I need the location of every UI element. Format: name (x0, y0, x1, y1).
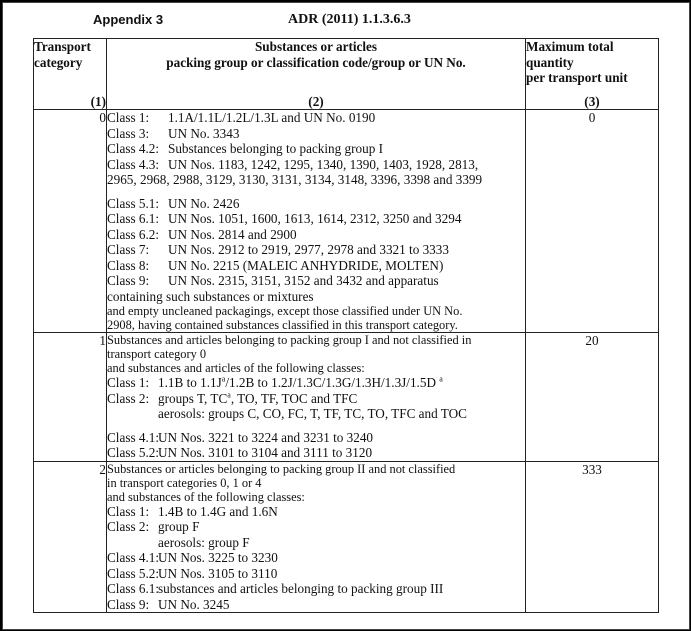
line-text: groups T, TC (158, 390, 228, 406)
col-number-3: (3) (526, 86, 659, 110)
substance-line (107, 375, 525, 391)
line-text: Substances or articles belonging to packing group II and not classified (107, 461, 456, 476)
substance-line (107, 406, 525, 422)
substance-line (107, 391, 525, 407)
substance-line (107, 273, 525, 289)
line-text: UN No. 3343 (168, 125, 240, 141)
line-text: Substances and articles belonging to packing group I and not classified in (107, 333, 472, 347)
substance-line (107, 535, 525, 551)
substances-cell (107, 110, 526, 333)
line-text: Substances belonging to packing group I (168, 141, 383, 156)
substance-line (107, 110, 525, 126)
substance-line (107, 519, 525, 535)
class-label: Class 2: (107, 519, 150, 534)
substance-line (107, 566, 525, 582)
class-label: Class 5.2: (107, 565, 160, 581)
line-text: UN Nos. 3225 to 3230 (158, 550, 278, 565)
substance-line (107, 445, 525, 461)
class-label: Class 9: (107, 596, 150, 612)
class-label: Class 7: (107, 242, 150, 257)
substance-line (107, 141, 525, 157)
class-label: Class 6.1: (107, 581, 160, 596)
transport-category-cell: 1 (34, 333, 107, 462)
table-body (34, 110, 659, 613)
line-text: 1.1B to 1.1J (158, 375, 222, 390)
substance-line (107, 333, 525, 347)
header-row (34, 39, 659, 86)
substance-line (107, 318, 525, 332)
col-number-2: (2) (107, 86, 526, 110)
line-text: aerosols: group F (158, 534, 250, 550)
line-text: UN No. 2426 (168, 195, 240, 211)
footnote-marker: a (221, 374, 226, 384)
line-text: containing such substances or mixtures (107, 288, 314, 304)
line-text: UN Nos. 3101 to 3104 and 3111 to 3120 (158, 445, 373, 460)
line-text: and substances of the following classes: (107, 489, 305, 504)
class-label: Class 6.1: (107, 211, 160, 226)
class-label: Class 1: (107, 110, 150, 125)
line-text: group F (158, 519, 200, 534)
col-header-max-quantity (526, 39, 659, 86)
header-line: quantity (526, 54, 574, 70)
line-text: aerosols: groups C, CO, FC, T, TF, TC, TO, TFC and TOC (158, 406, 467, 421)
footnote-marker: a (227, 390, 231, 400)
substance-line (107, 304, 525, 318)
substance-line (107, 462, 525, 476)
spacer (107, 188, 525, 196)
col-number-1: (1) (34, 86, 107, 110)
line-text: 1.1A/1.1L/1.2L/1.3L and UN No. 0190 (168, 110, 376, 125)
class-label: Class 2: (107, 390, 150, 406)
table-row (34, 333, 659, 462)
header-line: Maximum total (526, 39, 614, 54)
substance-line (107, 597, 525, 613)
appendix-label: Appendix 3 (93, 12, 164, 27)
column-number-row (34, 86, 659, 110)
substance-line (107, 211, 525, 227)
substance-line (107, 242, 525, 258)
line-text: UN Nos. 2814 and 2900 (168, 226, 297, 242)
line-text: UN No. 2215 (MALEIC ANHYDRIDE, MOLTEN) (168, 257, 444, 273)
substance-line (107, 196, 525, 212)
class-label: Class 9: (107, 273, 150, 288)
class-label: Class 6.2: (107, 226, 160, 242)
header-line: per transport unit (526, 70, 628, 85)
substance-line (107, 289, 525, 305)
line-text: 2908, having contained substances classified in this transport category. (107, 318, 458, 332)
class-label: Class 4.1: (107, 550, 160, 565)
line-text: UN Nos. 2315, 3151, 3152 and 3432 and apparatus (168, 273, 439, 288)
header-line: category (34, 54, 83, 70)
line-text: UN Nos. 1183, 1242, 1295, 1340, 1390, 1403, 1928, 2813, (168, 156, 479, 172)
col-header-transport-category (34, 39, 107, 86)
substance-line (107, 476, 525, 490)
line-text: in transport categories 0, 1 or 4 (107, 475, 262, 490)
footnote-marker: a (439, 374, 443, 384)
line-text: , TO, TF, TOC and TFC (230, 390, 358, 406)
substance-line (107, 347, 525, 361)
substance-line (107, 172, 525, 188)
line-text: UN Nos. 3105 to 3110 (158, 565, 278, 581)
substance-line (107, 126, 525, 142)
table-row (34, 110, 659, 333)
line-text: transport category 0 (107, 347, 207, 361)
substance-line (107, 227, 525, 243)
substance-line (107, 581, 525, 597)
max-quantity-cell: 0 (526, 110, 659, 333)
transport-category-cell: 2 (34, 461, 107, 613)
max-quantity-cell: 20 (526, 333, 659, 462)
class-label: Class 4.2: (107, 141, 160, 156)
class-label: Class 8: (107, 257, 150, 273)
max-quantity-cell: 333 (526, 461, 659, 613)
substance-line (107, 490, 525, 504)
line-text: UN Nos. 2912 to 2919, 2977, 2978 and 3321 to 3333 (168, 242, 449, 257)
document-page (2, 2, 690, 630)
spacer (107, 422, 525, 430)
transport-category-table (33, 38, 659, 613)
substances-cell (107, 333, 526, 462)
class-label: Class 4.1: (107, 429, 160, 445)
col-header-substances (107, 39, 526, 86)
class-label: Class 5.1: (107, 195, 160, 211)
header-line: packing group or classification code/group or UN No. (166, 54, 466, 70)
substance-line (107, 157, 525, 173)
transport-category-cell: 0 (34, 110, 107, 333)
class-label: Class 4.3: (107, 156, 160, 172)
substance-line (107, 550, 525, 566)
substances-cell (107, 461, 526, 613)
header-line: Transport (34, 39, 91, 54)
line-text: substances and articles belonging to packing group III (158, 581, 444, 596)
line-text: and substances and articles of the following classes: (107, 361, 365, 375)
substance-line (107, 430, 525, 446)
line-text: UN Nos. 3221 to 3224 and 3231 to 3240 (158, 429, 374, 445)
header-line: Substances or articles (254, 39, 378, 54)
substance-line (107, 504, 525, 520)
reference-title: ADR (2011) 1.1.3.6.3 (288, 12, 411, 27)
line-text: UN Nos. 1051, 1600, 1613, 1614, 2312, 3250 and 3294 (168, 211, 462, 226)
line-text: 2965, 2968, 2988, 3129, 3130, 3131, 3134, 3148, 3396, 3398 and 3399 (107, 172, 483, 187)
class-label: Class 1: (107, 503, 150, 519)
class-label: Class 5.2: (107, 445, 160, 460)
class-label: Class 3: (107, 125, 150, 141)
line-text: and empty uncleaned packagings, except those classified under UN No. (107, 304, 463, 318)
substance-line (107, 361, 525, 375)
class-label: Class 1: (107, 375, 150, 390)
line-text: UN No. 3245 (158, 596, 230, 612)
table-row (34, 461, 659, 613)
line-text: 1.4B to 1.4G and 1.6N (158, 503, 278, 519)
substance-line (107, 258, 525, 274)
line-text: /1.2B to 1.2J/1.3C/1.3G/1.3H/1.3J/1.5D (225, 375, 436, 390)
